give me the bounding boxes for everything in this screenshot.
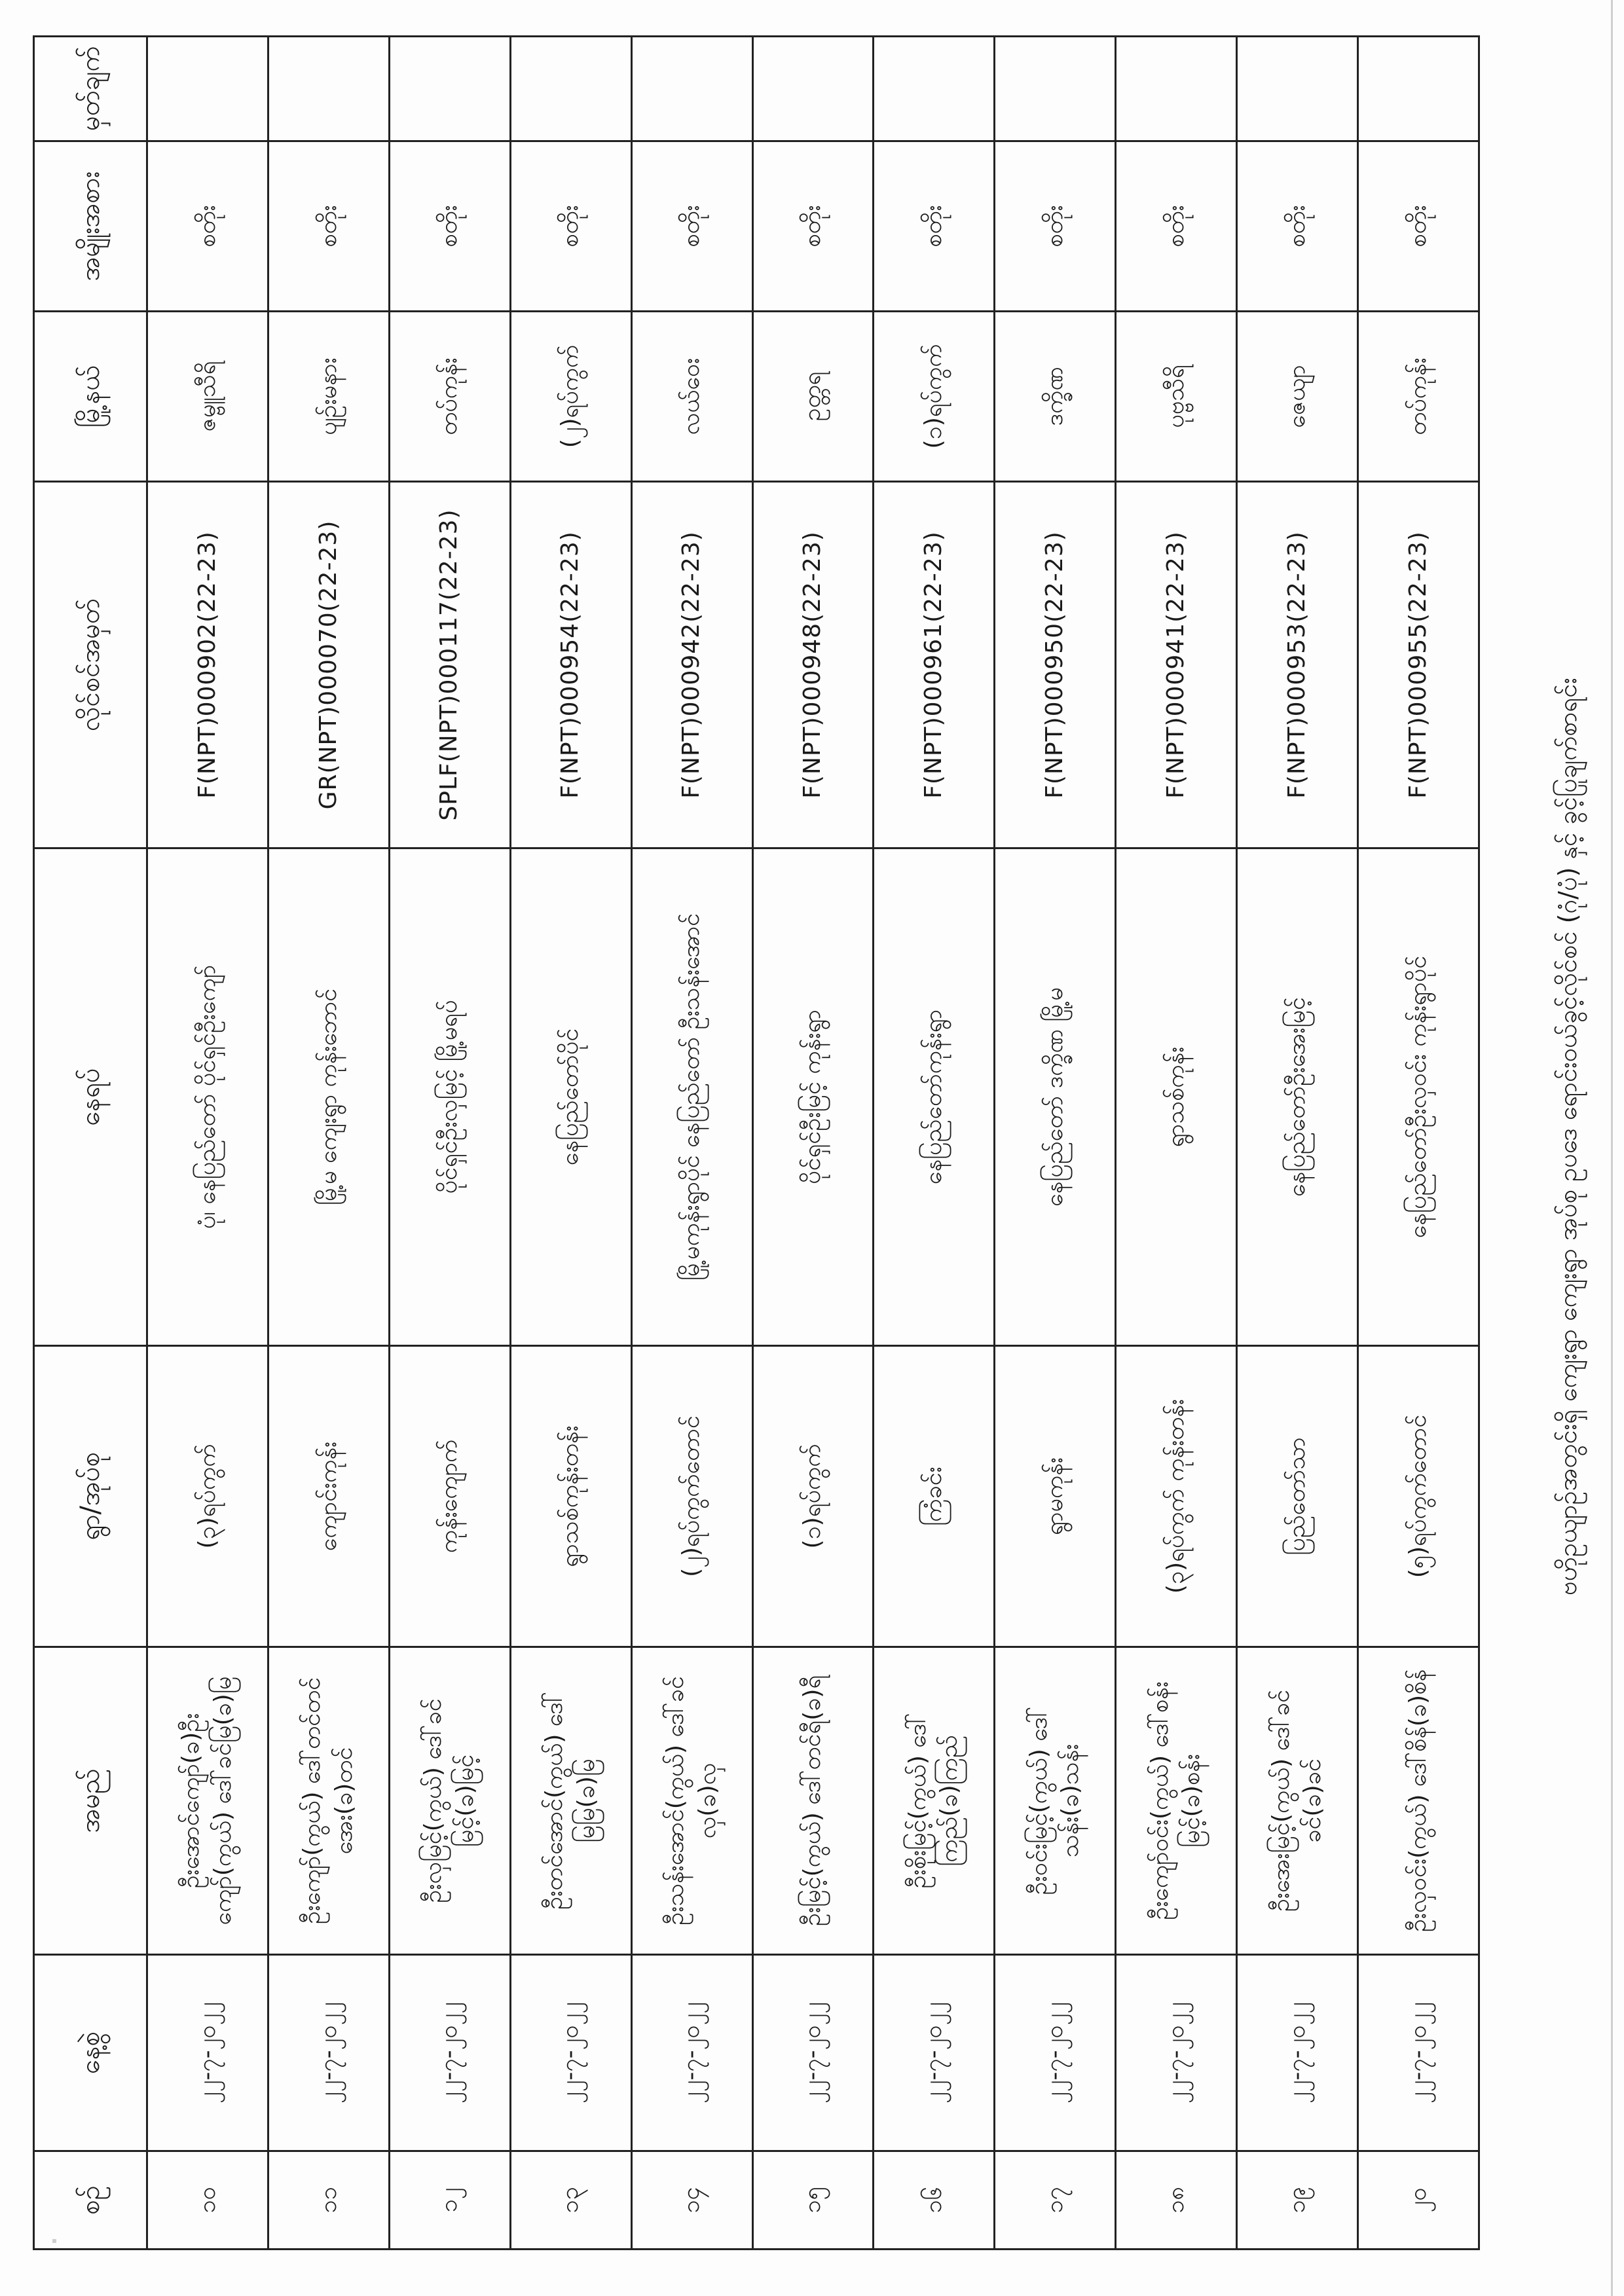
cell-village: ကုန်းကျောက် xyxy=(389,1346,510,1647)
cell-village: ကျောင်းကုန်း xyxy=(268,1346,389,1647)
cell-date: ၂၂-၇-၂၀၂၂ xyxy=(752,1955,874,2151)
table-row xyxy=(147,37,268,2250)
cell-date: ၂၂-၇-၂၀၂၂ xyxy=(1237,1955,1358,2151)
cell-address: ရွာသစ်ကုန်း xyxy=(1116,848,1237,1346)
cell-address: နေပြည်တော် ဒက္ခိဏ မြို့မ xyxy=(995,848,1116,1346)
header-license: လိုင်စင်အမှတ် xyxy=(34,482,147,848)
cell-name: ဦးမြင့်(ကွယ်) ဒေါ်တင်ရီ(ခ)ရီ xyxy=(752,1647,874,1955)
header-remark: မှတ်ချက် xyxy=(34,37,147,141)
cell-remark xyxy=(1237,37,1358,141)
cell-township: တပ်ကုန်း xyxy=(389,312,510,482)
cell-township: (၂)ရပ်ကွက် xyxy=(510,312,631,482)
cell-sr: ၁၈ xyxy=(1116,2151,1237,2250)
cell-township: ဇမ္ဗူသီရိ xyxy=(147,312,268,482)
cell-township: ပျဉ်းမနား xyxy=(268,312,389,482)
cell-type: စတိုး xyxy=(389,141,510,312)
cell-township: ဥတ္တရ xyxy=(752,312,874,482)
cell-remark xyxy=(631,37,752,141)
table-row xyxy=(874,37,995,2250)
cell-license: F(NPT)000954(22-23) xyxy=(510,482,631,848)
header-type: အမျိုးအစား xyxy=(34,141,147,312)
cell-village: (၃)ရပ်ကွက် xyxy=(147,1346,268,1647)
cell-township: ပုဗ္ဗသီရိ xyxy=(1116,312,1237,482)
registration-table xyxy=(33,35,1480,2250)
cell-remark xyxy=(147,37,268,141)
cell-village: (၂)ရပ်ကွက်တောင် xyxy=(631,1346,752,1647)
cell-township: ဒက္ခိဏ xyxy=(995,312,1116,482)
cell-remark xyxy=(268,37,389,141)
cell-type: စတိုး xyxy=(752,141,874,312)
cell-name: ဦးအေးမြင့်(ကွယ်) ဒေါ်ခင်ခင်(ခ)ခင် xyxy=(1237,1647,1358,1955)
cell-sr: ၁၇ xyxy=(995,2151,1116,2250)
table-row xyxy=(268,37,389,2250)
cell-type: စတိုး xyxy=(510,141,631,312)
cell-license: F(NPT)000955(22-23) xyxy=(1358,482,1479,848)
cell-license: F(NPT)000950(22-23) xyxy=(995,482,1116,848)
cell-remark xyxy=(1116,37,1237,141)
cell-license: F(NPT)000902(22-23) xyxy=(147,482,268,848)
cell-address: ပိုင်ရှင်ဦးမြင့် ကုန်းရွာ xyxy=(752,848,874,1346)
cell-village: ရွာမကုန်း xyxy=(995,1346,1116,1647)
table-row xyxy=(1116,37,1237,2250)
cell-date: ၂၂-၇-၂၀၂၂ xyxy=(995,1955,1116,2151)
cell-type: စတိုး xyxy=(1237,141,1358,312)
cell-license: F(NPT)000953(22-23) xyxy=(1237,482,1358,848)
cell-village: ကြံခင်း xyxy=(874,1346,995,1647)
table-row xyxy=(1237,37,1358,2250)
cell-license: F(NPT)000941(22-23) xyxy=(1116,482,1237,848)
cell-name: ဦးသန်းအောင်(ကွယ်) ဒေါ်ခင်လှ(ခ)လှ xyxy=(631,1647,752,1955)
cell-date: ၂၂-၇-၂၀၂၂ xyxy=(1358,1955,1479,2151)
header-date: နေ့စွဲ xyxy=(34,1955,147,2151)
cell-sr: ၁၃ xyxy=(510,2151,631,2250)
header-township: မြို့နယ် xyxy=(34,312,147,482)
cell-date: ၂၂-၇-၂၀၂၂ xyxy=(268,1955,389,2151)
cell-type: စတိုး xyxy=(1116,141,1237,312)
cell-type: စတိုး xyxy=(874,141,995,312)
header-name: အမည် xyxy=(34,1647,147,1955)
cell-type: စတိုး xyxy=(995,141,1116,312)
cell-name: ဦးလှဝင်း(ကွယ်) ဒေါ်စိန်(ခ)စိန် xyxy=(1358,1647,1479,1955)
cell-sr: ၁၄ xyxy=(631,2151,752,2250)
cell-name: ဦးအောင်ကျော်(ခ)ဦးကျော်(ကွယ်) ဒေါ်ခင်မြ(ခ)မြ xyxy=(147,1647,268,1955)
cell-name: ဦးဝင်းမြင့်(ကွယ်) ဒေါ်သန်း(ခ)သန်း xyxy=(995,1647,1116,1955)
cell-remark xyxy=(1358,37,1479,141)
cell-address: နေပြည်တော်ဦးလှဝင်း ကုန်းရွာပိုင် xyxy=(1358,848,1479,1346)
cell-address: ပိုင်ရှင်ဦးလှမြင့် မြို့မရပ် xyxy=(389,848,510,1346)
cell-type: စတိုး xyxy=(631,141,752,312)
cell-name: ဦးလှမြင့်(ကွယ်) ဒေါ်ခင်မြင့်(ခ)မြင့် xyxy=(389,1647,510,1955)
cell-sr: ၁၂ xyxy=(389,2151,510,2250)
cell-township: ဇေယျာ xyxy=(1237,312,1358,482)
cell-address: နေပြည်တော်ကုန်းရွာ xyxy=(874,848,995,1346)
cell-date: ၂၂-၇-၂၀၂၂ xyxy=(631,1955,752,2151)
cell-sr: ၁၀ xyxy=(147,2151,268,2250)
cell-address: နေပြည်တော်ပိုင် xyxy=(510,848,631,1346)
cell-remark xyxy=(995,37,1116,141)
cell-date: ၂၂-၇-၂၀၂၂ xyxy=(510,1955,631,2151)
header-row xyxy=(34,37,147,2250)
cell-sr: ၁၆ xyxy=(874,2151,995,2250)
header-address: နေရပ် xyxy=(34,848,147,1346)
cell-license: F(NPT)000942(22-23) xyxy=(631,482,752,848)
cell-name: ဦးတင်အောင်(ကွယ်) ဒေါ်မြမြ(ခ)မြ xyxy=(510,1647,631,1955)
cell-township: တပ်ကုန်း xyxy=(1358,312,1479,482)
cell-village: ပြည်တော်သာ xyxy=(1237,1346,1358,1647)
cell-remark xyxy=(389,37,510,141)
cell-village: (၃)ရပ်ကွက် ကုန်းတန်း xyxy=(1116,1346,1237,1647)
cell-address: မြို့မ ကျေးရွာ ကုန်းဘောင် xyxy=(268,848,389,1346)
cell-village: (၅)ရပ်ကွက်တောင် xyxy=(1358,1346,1479,1647)
table-body xyxy=(147,37,1479,2250)
cell-license: SPLF(NPT)000117(22-23) xyxy=(389,482,510,848)
header-village: ရွာ/အုပ်စု xyxy=(34,1346,147,1647)
cell-sr: ၁၉ xyxy=(1237,2151,1358,2250)
cell-name: ဦးကျော်(ကွယ်) ဒေါ်တင်တင်အေး(ခ)တင် xyxy=(268,1647,389,1955)
cell-license: F(NPT)000961(22-23) xyxy=(874,482,995,848)
table-row xyxy=(1358,37,1479,2250)
cell-name: ဦးစိုးမြင့်(ကွယ်) ဒေါ်ကြည်(ခ)ကြည် xyxy=(874,1647,995,1955)
cell-village: ရွာသစ်ကုန်းတန်း xyxy=(510,1346,631,1647)
cell-type: စတိုး xyxy=(268,141,389,312)
cell-remark xyxy=(510,37,631,141)
table-row xyxy=(389,37,510,2250)
table-row xyxy=(995,37,1116,2250)
table-row xyxy=(510,37,631,2250)
cell-address: ပုံ၊ နေပြည်တော် ပိုင်ရှင်ဦးကျော် xyxy=(147,848,268,1346)
cell-date: ၂၂-၇-၂၀၂၂ xyxy=(1116,1955,1237,2151)
cell-address: မြို့မကုန်းရွာပိုင် နေပြည်တော် ဦးသန်းအောင် xyxy=(631,848,752,1346)
cell-sr: ၂၀ xyxy=(1358,2151,1479,2250)
table-row xyxy=(752,37,874,2250)
cell-township: လယ်ဝေး xyxy=(631,312,752,482)
table-header xyxy=(34,37,147,2250)
cell-type: စတိုး xyxy=(147,141,268,312)
cell-license: F(NPT)000948(22-23) xyxy=(752,482,874,848)
cell-township: (၁)ရပ်ကွက် xyxy=(874,312,995,482)
cell-date: ၂၂-၇-၂၀၂၂ xyxy=(874,1955,995,2151)
cell-remark xyxy=(752,37,874,141)
header-sr: စဉ် xyxy=(34,2151,147,2250)
cell-name: ဦးကျော်ဝင်း(ကွယ်) ဒေါ်စန်းမြင့်(ခ)စန်း xyxy=(1116,1647,1237,1955)
cell-license: GR(NPT)000070(22-23) xyxy=(268,482,389,848)
cell-remark xyxy=(874,37,995,141)
document-title: ဗဟိုဥယျာဉ်အတွင်းရှိ ကျေးရွာ ကျေးရွာ အုပ်စု ဥပဒေ ရောင်းဝယ်ခွင့်လိုင်စင် (ဂုံ/ပုံ) နှင့် ခွင့်ပြုချက်စာရင်း xyxy=(1553,678,1582,1595)
cell-sr: ၁၁ xyxy=(268,2151,389,2250)
cell-village: (၁)ရပ်ကွက် xyxy=(752,1346,874,1647)
cell-date: ၂၂-၇-၂၀၂၂ xyxy=(147,1955,268,2151)
table-row xyxy=(631,37,752,2250)
cell-sr: ၁၅ xyxy=(752,2151,874,2250)
cell-type: စတိုး xyxy=(1358,141,1479,312)
cell-address: နေပြည်တော်ဦးအေးမြင့် xyxy=(1237,848,1358,1346)
cell-date: ၂၂-၇-၂၀၂၂ xyxy=(389,1955,510,2151)
